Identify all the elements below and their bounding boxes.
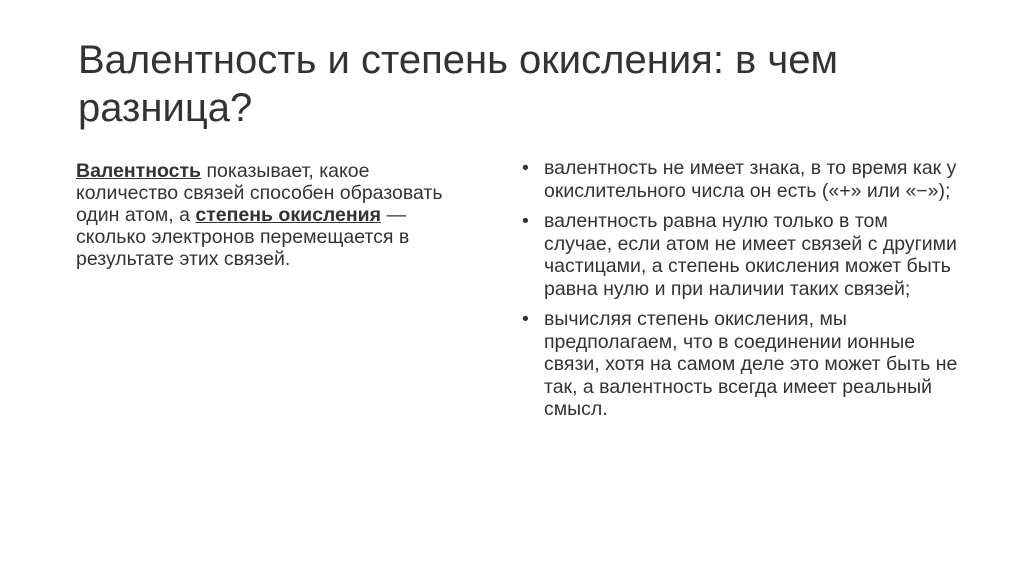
definition-paragraph xyxy=(76,160,468,270)
list-item xyxy=(520,157,960,202)
term-oxidation-state: степень окисления xyxy=(195,204,382,226)
list-item-text: вычисляя степень окисления, мы предполагаем, что в соединении ионные связи, хотя на самом деле это может быть не так, а валентность всегда имеет реальный смысл. xyxy=(544,308,958,420)
list-item xyxy=(520,210,960,300)
list-item-text: валентность равна нулю только в том случае, если атом не имеет связей с другими частицами, а степень окисления может быть равна нулю и при наличии таких связей; xyxy=(544,210,957,300)
definition-text-2: — сколько электронов перемещается в результате этих связей. xyxy=(76,204,410,270)
bullet-icon: • xyxy=(522,210,529,232)
term-valence: Валентность xyxy=(76,160,202,182)
differences-list xyxy=(520,157,960,429)
list-item xyxy=(520,308,960,421)
list-item-text: валентность не имеет знака, в то время как у окислительного числа он есть («+» или «−»); xyxy=(544,157,957,202)
bullet-icon: • xyxy=(522,157,529,179)
slide-title: Валентность и степень окисления: в чем разница? xyxy=(78,38,838,130)
definition-text-1: показывает, какое количество связей способен образовать один атом, а xyxy=(76,160,443,226)
bullet-icon: • xyxy=(522,308,529,330)
